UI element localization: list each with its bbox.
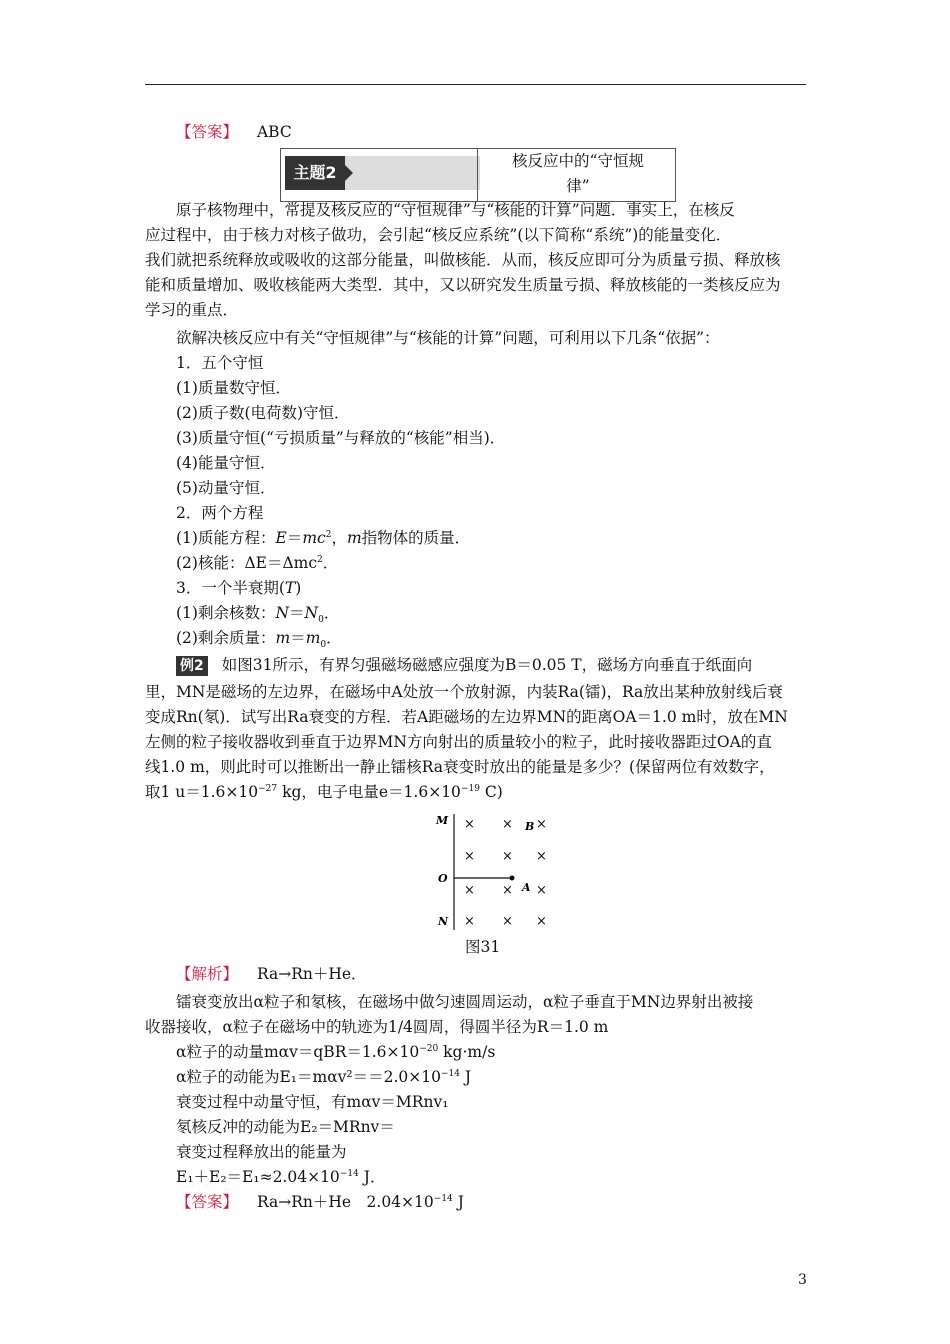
eq-var: m (305, 629, 321, 647)
page-number: 3 (798, 1272, 807, 1288)
magnetic-field-figure (430, 810, 560, 938)
analysis-line (176, 1040, 846, 1065)
field-cross: × (536, 883, 547, 898)
analysis-text: E₁＋E₂＝E₁≈2.04×10 (176, 1168, 340, 1186)
exponent: −27 (258, 783, 278, 794)
label-n: N (438, 915, 449, 928)
field-cross: × (502, 883, 513, 898)
topic-banner (280, 148, 676, 202)
analysis-line: 氡核反冲的动能为E₂＝MRnv＝ (176, 1118, 395, 1136)
label-m: M (436, 814, 449, 827)
remaining-mass (176, 626, 846, 651)
example-line-1 (176, 653, 846, 678)
mass-energy-equation: (1)质能方程：$E=mc^2$，m指物体的质量． (176, 529, 471, 547)
eq-text: ＝ (290, 629, 306, 647)
eq-text: (1)剩余核数： (176, 604, 276, 622)
eq-text: (1)质能方程： (176, 529, 276, 547)
field-cross: × (536, 914, 547, 929)
example-text: 如图31所示，有界匀强磁场磁感应强度为B＝0.05 T，磁场方向垂直于纸面向 (221, 656, 753, 674)
answer-2 (176, 1190, 846, 1215)
eq-var: T (284, 579, 296, 597)
nuclear-energy-equation: (2)核能：ΔE＝Δmc$^2$． (176, 554, 339, 572)
intro-line: 学习的重点． (145, 301, 239, 319)
exponent: −20 (419, 1043, 439, 1054)
eq-text: ． (323, 604, 340, 622)
eq-sub: 0 (320, 640, 327, 651)
field-cross: × (464, 817, 475, 832)
eq-text: ， (331, 529, 347, 547)
eq-var: N (275, 604, 290, 622)
example-line: 变成Rn(氡)．试写出Ra衰变的方程．若A距磁场的左边界MN的距离OA＝1.0 m时，放在MN (145, 708, 788, 726)
answer-text: Ra→Rn＋He 2.04×10 (256, 1193, 434, 1211)
badge-arrow-icon (345, 165, 353, 181)
list-item: (3)质量守恒(“亏损质量”与释放的“核能”相当)． (176, 429, 506, 447)
field-cross: × (464, 914, 475, 929)
answer-text: J (452, 1193, 464, 1211)
analysis-line: 衰变过程释放出的能量为 (176, 1143, 347, 1161)
analysis-text: α粒子的动量mαv＝qBR＝1.6×10 (176, 1043, 420, 1061)
decay-equation: Ra→Rn＋He． (256, 965, 367, 983)
intro-line: 能和质量增加、吸收核能两大类型．其中，又以研究发生质量亏损、释放核能的一类核反应为 (145, 276, 781, 294)
answer-value: ABC (256, 123, 292, 141)
answer-label: 【答案】 (176, 123, 239, 141)
topic-badge-label: 主题2 (285, 156, 345, 190)
list-item: (5)动量守恒． (176, 479, 276, 497)
example-line: 线1.0 m，则此时可以推断出一静止镭核Ra衰变时放出的能量是多少？(保留两位有效数字， (145, 758, 775, 776)
field-cross: × (502, 914, 513, 929)
intro-line: 我们就把系统释放或吸收的这部分能量，叫做核能．从而，核反应即可分为质量亏损、释放核 (145, 251, 781, 269)
analysis-text: kg·m/s (438, 1043, 496, 1061)
example-text: kg，电子电量e＝1.6×10 (277, 783, 461, 801)
example-line: 左侧的粒子接收器收到垂直于边界MN方向射出的质量较小的粒子，此时接收器距过OA的直 (145, 733, 772, 751)
list-item: (1)质量数守恒． (176, 379, 291, 397)
eq-text: ＝ (286, 529, 303, 547)
list-heading: 2．两个方程 (176, 504, 264, 522)
figure-caption: 图31 (465, 938, 501, 956)
eq-var: mc (302, 529, 326, 547)
topic-title-line: 律” (566, 177, 590, 195)
heading-text: ) (295, 579, 302, 597)
analysis-text: J (460, 1068, 472, 1086)
eq-text: ． (326, 629, 342, 647)
answer-1 (176, 120, 846, 145)
field-cross: × (464, 849, 475, 864)
analysis-line (176, 1065, 846, 1090)
point-a (510, 876, 515, 881)
analysis-line: 衰变过程中动量守恒，有mαv＝MRnv₁ (176, 1093, 449, 1111)
field-cross: × (502, 849, 513, 864)
eq-var: E (275, 529, 287, 547)
analysis-text: J． (358, 1168, 386, 1186)
example-line-last (145, 780, 815, 805)
example-badge: 例2 (176, 656, 208, 676)
remaining-nuclei (176, 601, 846, 626)
exponent: −14 (441, 1068, 460, 1079)
eq-sub: 0 (318, 615, 324, 626)
field-crosses (464, 817, 547, 929)
list-item: (2)质子数(电荷数)守恒． (176, 404, 350, 422)
list-item: (4)能量守恒． (176, 454, 276, 472)
analysis-text: α粒子的动能为E₁＝mαv²＝＝2.0×10 (176, 1068, 441, 1086)
example-text: C) (479, 783, 503, 801)
analysis-line (176, 1165, 846, 1190)
banner-divider (477, 149, 478, 201)
label-b: B (525, 820, 535, 833)
header-rule (145, 84, 806, 85)
eq-var: m (346, 529, 362, 547)
heading-text: 3．一个半衰期( (176, 579, 285, 597)
analysis-line: 收器接收，α粒子在磁场中的轨迹为1/4圆周，得圆半径为R＝1.0 m (145, 1018, 609, 1036)
field-cross: × (464, 883, 475, 898)
field-cross: × (536, 849, 547, 864)
label-a: A (522, 881, 531, 894)
list-heading: 1．五个守恒 (176, 354, 264, 372)
label-o: O (438, 872, 448, 885)
list-heading (176, 576, 846, 601)
eq-text: ． (322, 554, 339, 572)
topic-badge (285, 156, 480, 190)
basis-intro: 欲解决核反应中有关“守恒规律”与“核能的计算”问题，可利用以下几条“依据”： (176, 329, 720, 347)
example-line: 里，MN是磁场的左边界，在磁场中A处放一个放射源，内装Ra(镭)，Ra放出某种放射线后衰 (145, 683, 783, 701)
exponent: −14 (433, 1193, 453, 1204)
eq-var: N (304, 604, 319, 622)
eq-text: 指物体的质量． (361, 529, 471, 547)
topic-title (485, 149, 671, 199)
exponent: −14 (339, 1168, 359, 1179)
analysis-head (176, 962, 846, 987)
answer-label: 【答案】 (176, 1193, 239, 1211)
eq-text: (2)核能：ΔE＝Δmc (176, 554, 318, 572)
example-text: 取1 u＝1.6×10 (145, 783, 259, 801)
eq-var: m (275, 629, 291, 647)
field-cross: × (502, 817, 513, 832)
analysis-line: 镭衰变放出α粒子和氡核，在磁场中做匀速圆周运动，α粒子垂直于MN边界射出被接 (176, 993, 754, 1011)
intro-line: 应过程中，由于核力对核子做功，会引起“核反应系统”(以下简称“系统”)的能量变化． (145, 226, 732, 244)
eq-text: ＝ (289, 604, 305, 622)
exponent: −19 (460, 783, 480, 794)
eq-text: (2)剩余质量： (176, 629, 276, 647)
topic-title-line: 核反应中的“守恒规 (512, 152, 644, 170)
field-cross: × (536, 817, 547, 832)
analysis-label: 【解析】 (176, 965, 239, 983)
intro-line: 原子核物理中，常提及核反应的“守恒规律”与“核能的计算”问题．事实上，在核反 (176, 201, 735, 219)
